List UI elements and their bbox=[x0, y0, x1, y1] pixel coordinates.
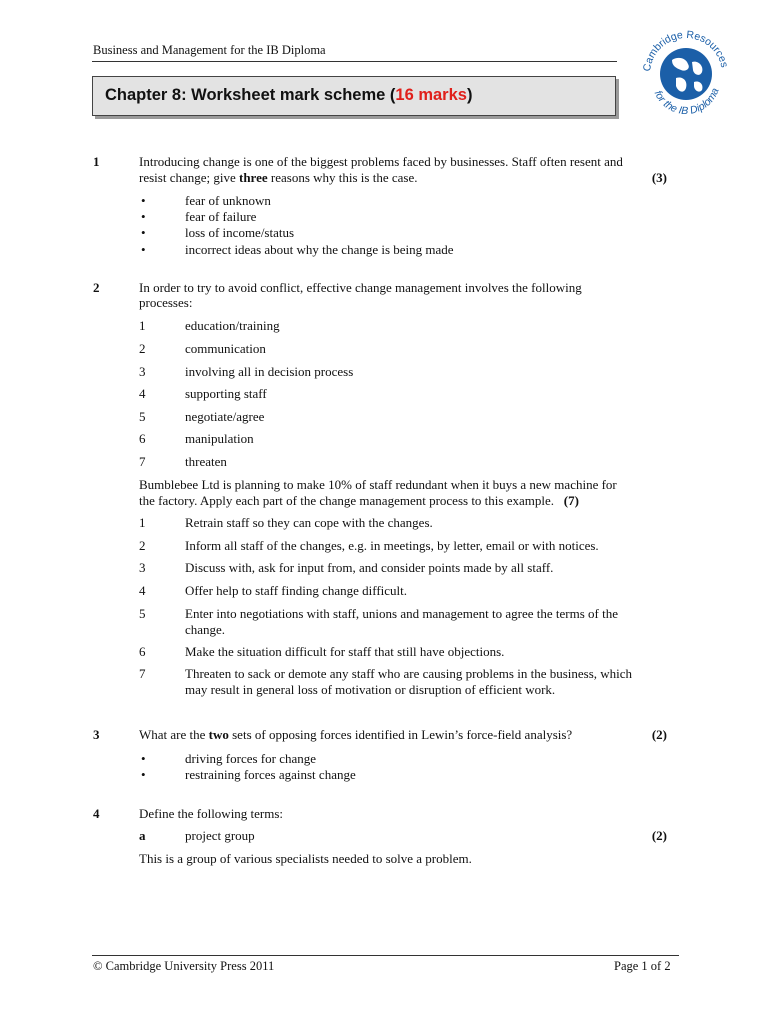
answer-item-cont: may result in general loss of motivation or disruption of efficient work. bbox=[185, 682, 556, 697]
bullet-icon: • bbox=[141, 193, 146, 208]
q4-part-marks: (2) bbox=[651, 828, 667, 843]
q3-number: 3 bbox=[93, 727, 100, 742]
process-number: 4 bbox=[139, 386, 146, 401]
q4-answer: This is a group of various specialists needed to solve a problem. bbox=[139, 851, 472, 866]
answer-item-cont: change. bbox=[185, 622, 226, 637]
answer-item: Discuss with, ask for input from, and consider points made by all staff. bbox=[185, 560, 554, 575]
q2-number: 2 bbox=[93, 280, 100, 295]
process-number: 3 bbox=[139, 364, 146, 379]
process-item: involving all in decision process bbox=[185, 364, 354, 379]
process-item: supporting staff bbox=[185, 386, 267, 401]
answer-number: 6 bbox=[139, 644, 146, 659]
q2-scenario-line2: the factory. Apply each part of the change management process to this example. (7) bbox=[139, 493, 579, 508]
course-title: Business and Management for the IB Diploma bbox=[93, 43, 326, 57]
bullet-icon: • bbox=[141, 767, 146, 782]
q1-bullet: fear of unknown bbox=[185, 193, 271, 208]
answer-item: Offer help to staff finding change difficult. bbox=[185, 583, 408, 598]
q1-bullet: loss of income/status bbox=[185, 225, 295, 240]
process-item: education/training bbox=[185, 318, 280, 333]
answer-item: Enter into negotiations with staff, unions and management to agree the terms of the bbox=[185, 606, 618, 621]
answer-item: Retrain staff so they can cope with the changes. bbox=[185, 515, 433, 530]
q1-bullet: fear of failure bbox=[185, 209, 257, 224]
chapter-marks: 16 marks bbox=[395, 86, 467, 104]
process-number: 5 bbox=[139, 409, 146, 424]
process-number: 7 bbox=[139, 454, 146, 469]
globe-logo-icon bbox=[636, 22, 736, 122]
answer-item: Make the situation difficult for staff that still have objections. bbox=[185, 644, 505, 659]
q3-text: What are the two sets of opposing forces identified in Lewin’s force-field analysis? bbox=[139, 727, 573, 742]
page-number: Page 1 of 2 bbox=[614, 959, 671, 973]
q4-part-text: project group bbox=[185, 828, 255, 843]
answer-number: 2 bbox=[139, 538, 146, 553]
cambridge-resources-logo bbox=[636, 22, 736, 122]
chapter-title: Chapter 8: Worksheet mark scheme (16 marks) bbox=[105, 86, 473, 104]
q4-text: Define the following terms: bbox=[139, 806, 284, 821]
answer-number: 5 bbox=[139, 606, 146, 621]
process-number: 1 bbox=[139, 318, 146, 333]
q1-text-line2: resist change; give three reasons why this is the case. bbox=[139, 170, 418, 185]
process-item: communication bbox=[185, 341, 266, 356]
answer-number: 4 bbox=[139, 583, 146, 598]
answer-number: 1 bbox=[139, 515, 146, 530]
copyright: © Cambridge University Press 2011 bbox=[93, 959, 275, 973]
chapter-title-box bbox=[92, 76, 616, 116]
header-divider bbox=[92, 61, 617, 62]
q2-scenario-marks: (7) bbox=[563, 493, 579, 508]
answer-number: 3 bbox=[139, 560, 146, 575]
q2-intro-line2: processes: bbox=[139, 295, 193, 310]
bullet-icon: • bbox=[141, 242, 146, 257]
process-item: negotiate/agree bbox=[185, 409, 265, 424]
bullet-icon: • bbox=[141, 751, 146, 766]
process-item: threaten bbox=[185, 454, 227, 469]
q3-marks: (2) bbox=[651, 727, 667, 742]
process-number: 6 bbox=[139, 431, 146, 446]
svg-text:for the IB Diploma: for the IB Diploma bbox=[651, 86, 722, 118]
q1-text-line1: Introducing change is one of the biggest problems faced by businesses. Staff often resent and bbox=[139, 154, 623, 169]
q1-bullet: incorrect ideas about why the change is being made bbox=[185, 242, 454, 257]
q3-bullet: restraining forces against change bbox=[185, 767, 356, 782]
answer-item: Threaten to sack or demote any staff who are causing problems in the business, which bbox=[185, 666, 633, 681]
q4-part-label: a bbox=[139, 828, 146, 843]
q3-bullet: driving forces for change bbox=[185, 751, 317, 766]
bullet-icon: • bbox=[141, 225, 146, 240]
answer-number: 7 bbox=[139, 666, 146, 681]
process-item: manipulation bbox=[185, 431, 254, 446]
answer-item: Inform all staff of the changes, e.g. in meetings, by letter, email or with notices. bbox=[185, 538, 599, 553]
svg-text:Cambridge Resources: Cambridge Resources bbox=[640, 28, 731, 73]
process-number: 2 bbox=[139, 341, 146, 356]
q2-scenario-line1: Bumblebee Ltd is planning to make 10% of staff redundant when it buys a new machine for bbox=[139, 477, 617, 492]
footer-divider bbox=[92, 955, 679, 956]
bullet-icon: • bbox=[141, 209, 146, 224]
q2-intro-line1: In order to try to avoid conflict, effective change management involves the following bbox=[139, 280, 582, 295]
q4-number: 4 bbox=[93, 806, 100, 821]
q1-number: 1 bbox=[93, 154, 100, 169]
q1-marks: (3) bbox=[651, 170, 667, 185]
